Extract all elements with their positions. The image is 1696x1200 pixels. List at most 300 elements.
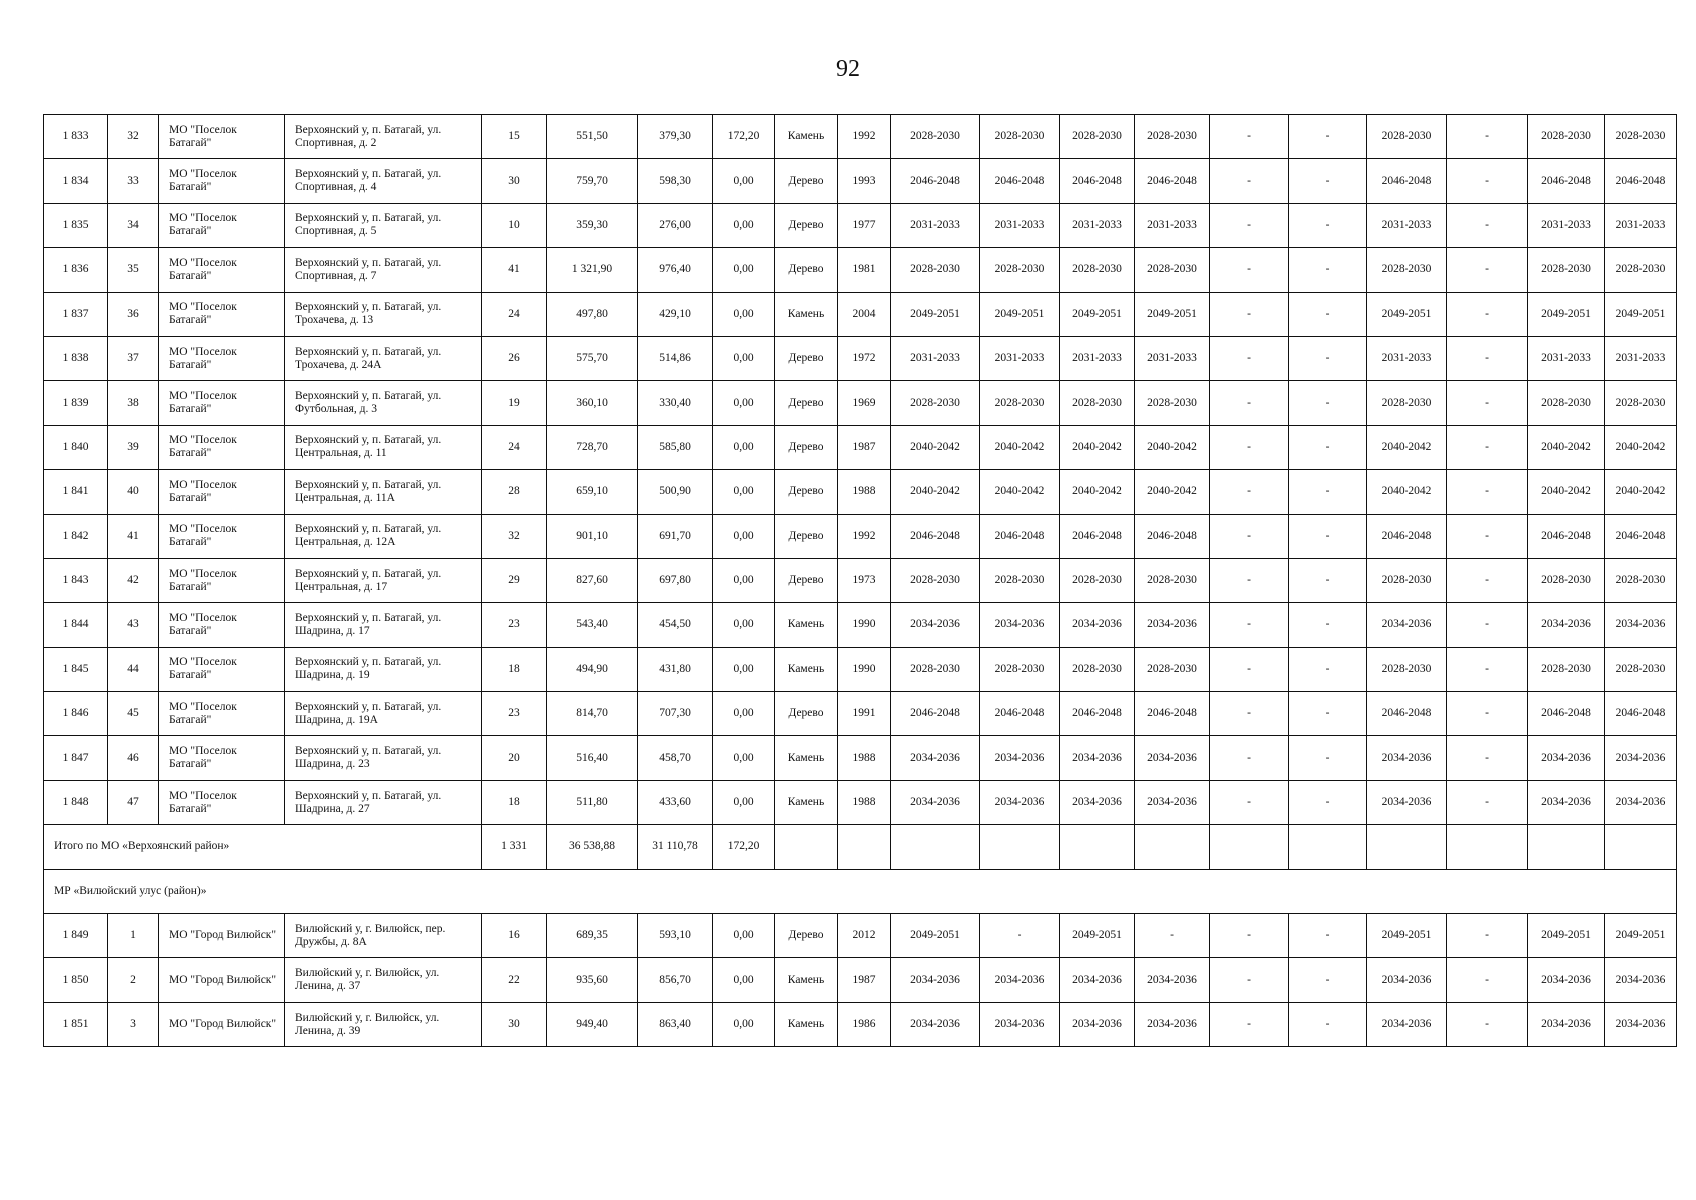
table-cell: 728,70 xyxy=(547,425,638,469)
table-row xyxy=(44,1002,1677,1046)
table-cell: 2028-2030 xyxy=(1060,558,1135,602)
table-cell: - xyxy=(1447,736,1528,780)
table-cell: Дерево xyxy=(775,203,838,247)
table-cell: 2049-2051 xyxy=(1528,914,1605,958)
table-cell: 2046-2048 xyxy=(1528,159,1605,203)
table-cell: 2034-2036 xyxy=(891,603,980,647)
table-cell: Верхоянский у, п. Батагай, ул. Центральная, д. 12А xyxy=(285,514,482,558)
table-cell: 330,40 xyxy=(638,381,713,425)
table-cell: 41 xyxy=(482,248,547,292)
table-cell: 2046-2048 xyxy=(1528,514,1605,558)
table-cell: 585,80 xyxy=(638,425,713,469)
table-cell: 2034-2036 xyxy=(1605,1002,1677,1046)
table-row xyxy=(44,115,1677,159)
table-cell: 2028-2030 xyxy=(1367,381,1447,425)
table-cell: 827,60 xyxy=(547,558,638,602)
table-cell: 15 xyxy=(482,115,547,159)
table-cell: 2031-2033 xyxy=(891,336,980,380)
table-cell: 2046-2048 xyxy=(1060,692,1135,736)
table-cell: 1 850 xyxy=(44,958,108,1002)
total-area: 36 538,88 xyxy=(547,825,638,869)
table-cell: 2034-2036 xyxy=(1135,780,1210,824)
table-cell: 2028-2030 xyxy=(980,647,1060,691)
table-cell: МО "Поселок Батагай" xyxy=(159,514,285,558)
table-cell: 2040-2042 xyxy=(891,470,980,514)
table-cell: 30 xyxy=(482,1002,547,1046)
table-cell: 2046-2048 xyxy=(1135,692,1210,736)
table-cell: - xyxy=(1447,115,1528,159)
table-cell: 2034-2036 xyxy=(1367,1002,1447,1046)
table-cell: - xyxy=(1210,115,1289,159)
table-cell: 2034-2036 xyxy=(1528,736,1605,780)
table-cell: 18 xyxy=(482,780,547,824)
table-cell: 863,40 xyxy=(638,1002,713,1046)
table-cell: Камень xyxy=(775,603,838,647)
table-cell: МО "Поселок Батагай" xyxy=(159,115,285,159)
table-cell: - xyxy=(1289,381,1367,425)
table-row xyxy=(44,780,1677,824)
table-cell: - xyxy=(1289,692,1367,736)
table-cell: 2049-2051 xyxy=(980,292,1060,336)
table-cell: 433,60 xyxy=(638,780,713,824)
table-cell: МО "Поселок Батагай" xyxy=(159,603,285,647)
table-cell: 1993 xyxy=(838,159,891,203)
table-cell: 697,80 xyxy=(638,558,713,602)
table-cell: 1 836 xyxy=(44,248,108,292)
table-cell: Дерево xyxy=(775,470,838,514)
table-cell: 1990 xyxy=(838,647,891,691)
housing-register-table xyxy=(43,114,1677,1047)
table-cell: - xyxy=(1447,381,1528,425)
table-cell: - xyxy=(1289,603,1367,647)
table-cell: - xyxy=(1447,558,1528,602)
table-cell: 2034-2036 xyxy=(1135,958,1210,1002)
table-cell: 379,30 xyxy=(638,115,713,159)
table-cell: 2034-2036 xyxy=(1367,958,1447,1002)
table-cell: 494,90 xyxy=(547,647,638,691)
table-cell: 30 xyxy=(482,159,547,203)
table-cell: - xyxy=(1210,336,1289,380)
table-cell: МО "Поселок Батагай" xyxy=(159,336,285,380)
table-cell: - xyxy=(1289,647,1367,691)
table-cell: Верхоянский у, п. Батагай, ул. Трохачева, д. 13 xyxy=(285,292,482,336)
table-cell: 2028-2030 xyxy=(891,647,980,691)
table-cell: 2049-2051 xyxy=(1605,292,1677,336)
table-cell: - xyxy=(1447,336,1528,380)
table-cell: 1988 xyxy=(838,736,891,780)
table-cell: - xyxy=(1210,292,1289,336)
table-cell: 2034-2036 xyxy=(1605,603,1677,647)
table-cell: 2028-2030 xyxy=(980,381,1060,425)
table-cell: 1969 xyxy=(838,381,891,425)
table-cell: Вилюйский у, г. Вилюйск, ул. Ленина, д. 39 xyxy=(285,1002,482,1046)
table-cell: 2028-2030 xyxy=(1605,248,1677,292)
table-cell: 2031-2033 xyxy=(980,336,1060,380)
table-cell: 2034-2036 xyxy=(1135,1002,1210,1046)
table-cell: 2034-2036 xyxy=(891,736,980,780)
table-cell: 2034-2036 xyxy=(1528,958,1605,1002)
table-cell: - xyxy=(1447,692,1528,736)
table-cell: 36 xyxy=(108,292,159,336)
table-cell: 44 xyxy=(108,647,159,691)
table-cell: 2031-2033 xyxy=(980,203,1060,247)
table-cell: 2031-2033 xyxy=(1605,336,1677,380)
table-cell: 2028-2030 xyxy=(1528,647,1605,691)
table-cell: - xyxy=(1210,558,1289,602)
table-row xyxy=(44,248,1677,292)
table-cell: 2040-2042 xyxy=(891,425,980,469)
table-cell: - xyxy=(1289,159,1367,203)
table-cell: 1972 xyxy=(838,336,891,380)
table-row xyxy=(44,381,1677,425)
table-cell: 1 846 xyxy=(44,692,108,736)
table-cell: 2046-2048 xyxy=(1367,514,1447,558)
table-cell: - xyxy=(1289,203,1367,247)
table-row xyxy=(44,558,1677,602)
table-cell: Верхоянский у, п. Батагай, ул. Шадрина, д. 19А xyxy=(285,692,482,736)
table-cell: Камень xyxy=(775,958,838,1002)
table-cell: Дерево xyxy=(775,558,838,602)
table-cell: - xyxy=(1210,425,1289,469)
table-cell: Камень xyxy=(775,736,838,780)
table-cell: - xyxy=(1447,203,1528,247)
table-cell: 2031-2033 xyxy=(1528,336,1605,380)
table-cell: 47 xyxy=(108,780,159,824)
table-cell: 2034-2036 xyxy=(1605,780,1677,824)
table-cell: 2049-2051 xyxy=(1060,292,1135,336)
table-cell: 2028-2030 xyxy=(891,248,980,292)
table-cell: - xyxy=(1210,248,1289,292)
table-cell: 2031-2033 xyxy=(891,203,980,247)
table-cell: 2028-2030 xyxy=(1060,381,1135,425)
table-cell: МО "Город Вилюйск" xyxy=(159,958,285,1002)
table-cell: МО "Поселок Батагай" xyxy=(159,780,285,824)
table-cell: МО "Поселок Батагай" xyxy=(159,292,285,336)
table-row xyxy=(44,603,1677,647)
table-cell: 24 xyxy=(482,425,547,469)
table-cell: 37 xyxy=(108,336,159,380)
table-row xyxy=(44,470,1677,514)
table-cell: - xyxy=(1289,558,1367,602)
table-cell: - xyxy=(1135,914,1210,958)
table-cell: 1986 xyxy=(838,1002,891,1046)
table-cell: - xyxy=(1447,470,1528,514)
table-cell: 2049-2051 xyxy=(891,292,980,336)
table-cell: 691,70 xyxy=(638,514,713,558)
table-cell: 0,00 xyxy=(713,336,775,380)
table-cell: - xyxy=(1210,1002,1289,1046)
table-cell: - xyxy=(1447,780,1528,824)
table-cell: 38 xyxy=(108,381,159,425)
table-cell: 0,00 xyxy=(713,381,775,425)
table-cell: - xyxy=(1210,647,1289,691)
table-cell: МО "Поселок Батагай" xyxy=(159,470,285,514)
table-cell: 1987 xyxy=(838,958,891,1002)
table-cell: 2049-2051 xyxy=(1605,914,1677,958)
table-cell: 2046-2048 xyxy=(980,159,1060,203)
table-cell: 2031-2033 xyxy=(1135,203,1210,247)
table-cell: 0,00 xyxy=(713,736,775,780)
table-cell: - xyxy=(1289,736,1367,780)
section-title: МР «Вилюйский улус (район)» xyxy=(44,869,1677,913)
table-cell: 1992 xyxy=(838,514,891,558)
table-cell: 34 xyxy=(108,203,159,247)
table-cell: 2049-2051 xyxy=(1135,292,1210,336)
table-cell: - xyxy=(1289,514,1367,558)
table-cell: 1 842 xyxy=(44,514,108,558)
table-cell: Дерево xyxy=(775,914,838,958)
table-cell: Верхоянский у, п. Батагай, ул. Спортивная, д. 2 xyxy=(285,115,482,159)
table-cell: МО "Поселок Батагай" xyxy=(159,203,285,247)
table-cell: 2028-2030 xyxy=(1135,381,1210,425)
table-cell: - xyxy=(1447,248,1528,292)
table-cell: 2028-2030 xyxy=(1605,558,1677,602)
table-cell: Камень xyxy=(775,292,838,336)
table-cell: 32 xyxy=(108,115,159,159)
table-cell: 2046-2048 xyxy=(1605,692,1677,736)
table-cell: МО "Поселок Батагай" xyxy=(159,381,285,425)
table-cell: 2046-2048 xyxy=(1060,514,1135,558)
table-cell: 0,00 xyxy=(713,647,775,691)
table-cell: 516,40 xyxy=(547,736,638,780)
table-cell: 2034-2036 xyxy=(891,1002,980,1046)
table-cell: 500,90 xyxy=(638,470,713,514)
table-cell: - xyxy=(1289,470,1367,514)
table-row xyxy=(44,692,1677,736)
table-cell: 172,20 xyxy=(713,115,775,159)
table-cell: - xyxy=(1210,159,1289,203)
table-cell: 18 xyxy=(482,647,547,691)
table-cell: Верхоянский у, п. Батагай, ул. Шадрина, д. 27 xyxy=(285,780,482,824)
table-row xyxy=(44,425,1677,469)
table-cell: 0,00 xyxy=(713,780,775,824)
table-cell: 2028-2030 xyxy=(980,558,1060,602)
table-cell: 976,40 xyxy=(638,248,713,292)
table-cell: Верхоянский у, п. Батагай, ул. Спортивная, д. 5 xyxy=(285,203,482,247)
table-cell: 0,00 xyxy=(713,203,775,247)
table-cell: 2028-2030 xyxy=(1060,115,1135,159)
table-cell: - xyxy=(1210,514,1289,558)
table-cell: 2040-2042 xyxy=(1135,470,1210,514)
table-cell: - xyxy=(1447,514,1528,558)
table-cell: 2 xyxy=(108,958,159,1002)
table-cell: 46 xyxy=(108,736,159,780)
table-row xyxy=(44,647,1677,691)
table-cell: 0,00 xyxy=(713,514,775,558)
table-cell: - xyxy=(1210,914,1289,958)
table-cell: - xyxy=(1447,603,1528,647)
table-cell: 0,00 xyxy=(713,692,775,736)
table-cell: - xyxy=(1289,914,1367,958)
table-cell: 2034-2036 xyxy=(1367,603,1447,647)
table-cell: Вилюйский у, г. Вилюйск, ул. Ленина, д. 37 xyxy=(285,958,482,1002)
table-cell: Дерево xyxy=(775,692,838,736)
table-cell: 1 833 xyxy=(44,115,108,159)
table-cell: 2028-2030 xyxy=(1367,647,1447,691)
table-cell: 2040-2042 xyxy=(980,470,1060,514)
table-cell: 3 xyxy=(108,1002,159,1046)
table-cell: - xyxy=(1447,914,1528,958)
table-cell: 2034-2036 xyxy=(891,958,980,1002)
table-cell: 2028-2030 xyxy=(1367,558,1447,602)
table-cell: 2034-2036 xyxy=(980,780,1060,824)
table-cell: 41 xyxy=(108,514,159,558)
table-cell: Дерево xyxy=(775,381,838,425)
table-cell: 2028-2030 xyxy=(891,558,980,602)
table-cell: 2034-2036 xyxy=(980,1002,1060,1046)
table-cell: 2034-2036 xyxy=(1367,780,1447,824)
table-cell: 2040-2042 xyxy=(1367,470,1447,514)
table-row xyxy=(44,292,1677,336)
table-cell: 0,00 xyxy=(713,292,775,336)
table-cell: - xyxy=(1447,159,1528,203)
table-cell: - xyxy=(1289,425,1367,469)
table-cell: 2028-2030 xyxy=(1528,381,1605,425)
table-cell: 32 xyxy=(482,514,547,558)
table-cell: 0,00 xyxy=(713,914,775,958)
table-cell: - xyxy=(1210,603,1289,647)
table-cell: Верхоянский у, п. Батагай, ул. Шадрина, д. 17 xyxy=(285,603,482,647)
table-cell: - xyxy=(1289,958,1367,1002)
table-cell: 2012 xyxy=(838,914,891,958)
table-cell: 2028-2030 xyxy=(1528,248,1605,292)
table-cell: Камень xyxy=(775,1002,838,1046)
table-cell: 2028-2030 xyxy=(1135,647,1210,691)
table-cell: 1 851 xyxy=(44,1002,108,1046)
total-nonresidential-area: 172,20 xyxy=(713,825,775,869)
table-cell: 431,80 xyxy=(638,647,713,691)
table-cell: 2034-2036 xyxy=(1135,603,1210,647)
table-cell: - xyxy=(1210,736,1289,780)
table-cell: 2046-2048 xyxy=(891,159,980,203)
table-cell: 2031-2033 xyxy=(1060,336,1135,380)
table-row xyxy=(44,203,1677,247)
table-cell: - xyxy=(1210,958,1289,1002)
table-cell: 575,70 xyxy=(547,336,638,380)
table-cell: 0,00 xyxy=(713,603,775,647)
table-cell: 20 xyxy=(482,736,547,780)
table-cell: 276,00 xyxy=(638,203,713,247)
table-cell: 1973 xyxy=(838,558,891,602)
table-cell: 1 835 xyxy=(44,203,108,247)
table-cell: 1 848 xyxy=(44,780,108,824)
table-cell: - xyxy=(1289,248,1367,292)
table-cell: 2028-2030 xyxy=(1135,248,1210,292)
table-cell: 514,86 xyxy=(638,336,713,380)
table-cell: 2046-2048 xyxy=(1605,159,1677,203)
table-row xyxy=(44,736,1677,780)
table-cell: 458,70 xyxy=(638,736,713,780)
table-cell: 42 xyxy=(108,558,159,602)
table-cell: - xyxy=(980,914,1060,958)
table-cell: 1981 xyxy=(838,248,891,292)
table-cell: - xyxy=(1289,1002,1367,1046)
table-cell: 2046-2048 xyxy=(1605,514,1677,558)
table-cell: 2046-2048 xyxy=(1060,159,1135,203)
table-cell: - xyxy=(1447,1002,1528,1046)
table-cell: 689,35 xyxy=(547,914,638,958)
table-cell: 2028-2030 xyxy=(1528,558,1605,602)
table-cell: 2040-2042 xyxy=(1528,470,1605,514)
table-cell: 2028-2030 xyxy=(891,115,980,159)
table-cell: 1 838 xyxy=(44,336,108,380)
table-cell: 10 xyxy=(482,203,547,247)
table-cell: 2034-2036 xyxy=(1528,603,1605,647)
table-cell: 949,40 xyxy=(547,1002,638,1046)
table-cell: 1 xyxy=(108,914,159,958)
table-cell: 0,00 xyxy=(713,425,775,469)
table-cell: 1 847 xyxy=(44,736,108,780)
table-cell: 1 840 xyxy=(44,425,108,469)
table-cell: Верхоянский у, п. Батагай, ул. Центральная, д. 11 xyxy=(285,425,482,469)
table-cell: 2046-2048 xyxy=(1135,514,1210,558)
section-row xyxy=(44,869,1677,913)
table-cell: 2028-2030 xyxy=(980,248,1060,292)
table-cell: 2040-2042 xyxy=(1060,425,1135,469)
page-number: 92 xyxy=(836,56,860,82)
table-cell: 2034-2036 xyxy=(1060,780,1135,824)
table-cell: 1977 xyxy=(838,203,891,247)
table-cell: 2040-2042 xyxy=(1605,470,1677,514)
table-cell: 454,50 xyxy=(638,603,713,647)
table-cell: 1 837 xyxy=(44,292,108,336)
table-cell: 2031-2033 xyxy=(1605,203,1677,247)
table-cell: МО "Поселок Батагай" xyxy=(159,159,285,203)
table-cell: Дерево xyxy=(775,248,838,292)
table-cell: 2034-2036 xyxy=(1060,603,1135,647)
table-cell: 359,30 xyxy=(547,203,638,247)
table-cell: МО "Поселок Батагай" xyxy=(159,558,285,602)
table-cell: 2031-2033 xyxy=(1367,203,1447,247)
table-cell: 1 839 xyxy=(44,381,108,425)
table-cell: 2046-2048 xyxy=(1528,692,1605,736)
table-cell: 598,30 xyxy=(638,159,713,203)
table-cell: 2028-2030 xyxy=(1528,115,1605,159)
table-cell: Верхоянский у, п. Батагай, ул. Шадрина, д. 23 xyxy=(285,736,482,780)
table-row xyxy=(44,914,1677,958)
table-cell: 1988 xyxy=(838,780,891,824)
table-cell: 23 xyxy=(482,603,547,647)
table-cell: Камень xyxy=(775,115,838,159)
table-cell: 2046-2048 xyxy=(1367,159,1447,203)
table-cell: 29 xyxy=(482,558,547,602)
table-cell: Верхоянский у, п. Батагай, ул. Центральная, д. 11А xyxy=(285,470,482,514)
table-cell: 0,00 xyxy=(713,159,775,203)
table-cell: 2046-2048 xyxy=(891,692,980,736)
total-apartments: 1 331 xyxy=(482,825,547,869)
table-cell: Дерево xyxy=(775,425,838,469)
table-cell: - xyxy=(1289,780,1367,824)
table-cell: - xyxy=(1289,336,1367,380)
table-cell: 28 xyxy=(482,470,547,514)
table-cell: 2040-2042 xyxy=(1528,425,1605,469)
table-cell: - xyxy=(1210,692,1289,736)
table-cell: 2031-2033 xyxy=(1367,336,1447,380)
table-cell: - xyxy=(1289,292,1367,336)
table-cell: 2040-2042 xyxy=(1135,425,1210,469)
table-cell: Верхоянский у, п. Батагай, ул. Спортивная, д. 7 xyxy=(285,248,482,292)
table-cell: 2034-2036 xyxy=(1060,1002,1135,1046)
table-cell: 2040-2042 xyxy=(1060,470,1135,514)
table-cell: 2031-2033 xyxy=(1060,203,1135,247)
table-cell: МО "Поселок Батагай" xyxy=(159,736,285,780)
table-cell: Дерево xyxy=(775,159,838,203)
table-cell: 2028-2030 xyxy=(1060,647,1135,691)
table-cell: 429,10 xyxy=(638,292,713,336)
table-cell: 814,70 xyxy=(547,692,638,736)
table-cell: МО "Город Вилюйск" xyxy=(159,914,285,958)
table-cell: - xyxy=(1447,647,1528,691)
